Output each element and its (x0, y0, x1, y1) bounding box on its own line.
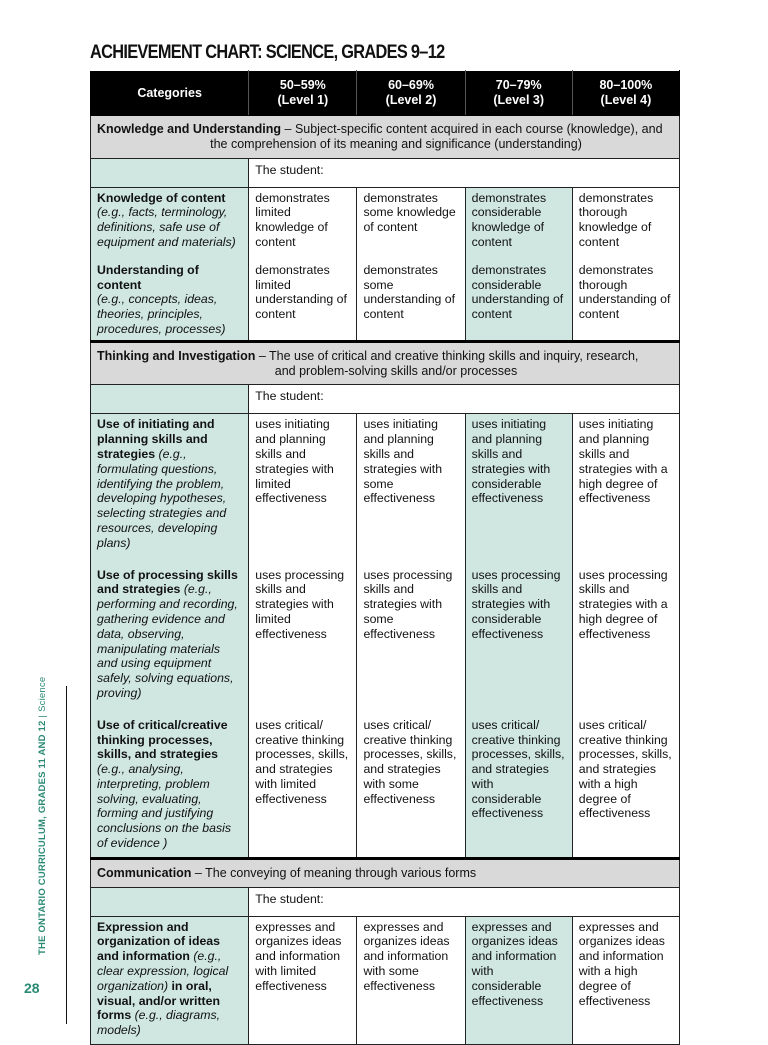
level-1-cell: demonstrates limited knowledge of content (249, 187, 357, 253)
level-2-cell: uses critical/ creative thinking processes, skills, and strategies with some effectiveness (357, 704, 465, 859)
header-categories: Categories (91, 71, 249, 116)
criterion-row (91, 414, 680, 554)
header-level-3: 70–79% (Level 3) (465, 71, 572, 116)
page-number: 28 (24, 980, 40, 996)
section-heading-thinking (91, 341, 680, 385)
header-level-2: 60–69% (Level 2) (357, 71, 465, 116)
student-label: The student: (249, 158, 680, 187)
level-1-cell: uses critical/ creative thinking processes, skills, and strategies with limited effectiveness (249, 704, 357, 859)
criterion-row (91, 253, 680, 341)
level-4-cell: expresses and organizes ideas and information with a high degree of effectiveness (572, 916, 679, 1044)
level-1-cell: expresses and organizes ideas and information with limited effectiveness (249, 916, 357, 1044)
section-heading-knowledge (91, 116, 680, 159)
level-4-cell: uses critical/ creative thinking processes, skills, and strategies with a high degree of effectiveness (572, 704, 679, 859)
criterion-cell: Understanding of content (e.g., concepts, ideas, theories, principles, procedures, processes) (91, 253, 249, 341)
section-description: – Subject-specific content acquired in each course (knowledge), and (281, 122, 663, 136)
level-2-cell: uses processing skills and strategies with some effectiveness (357, 554, 465, 704)
student-row (91, 385, 680, 414)
criterion-row (91, 916, 680, 1044)
criterion-cell: Use of initiating and planning skills and strategies (e.g., formulating questions, identifying the problem, developing hypotheses, selecting strategies and resources, developing plans) (91, 414, 249, 554)
level-2-cell: demonstrates some knowledge of content (357, 187, 465, 253)
criterion-row (91, 554, 680, 704)
section-description-cont: the comprehension of its meaning and significance (understanding) (210, 136, 582, 151)
level-3-cell: demonstrates considerable understanding of content (465, 253, 572, 341)
header-level-4: 80–100% (Level 4) (572, 71, 679, 116)
level-4-cell: uses processing skills and strategies with a high degree of effectiveness (572, 554, 679, 704)
criterion-cell: Expression and organization of ideas and information (e.g., clear expression, logical organization) in oral, visual, and/or written forms (e.g., diagrams, models) (91, 916, 249, 1044)
student-row (91, 887, 680, 916)
level-1-cell: uses processing skills and strategies with limited effectiveness (249, 554, 357, 704)
section-description: – The use of critical and creative thinking skills and inquiry, research, (255, 348, 639, 363)
level-3-cell: uses critical/ creative thinking processes, skills, and strategies with considerable effectiveness (465, 704, 572, 859)
header-level-1: 50–59% (Level 1) (249, 71, 357, 116)
level-3-cell: expresses and organizes ideas and information with considerable effectiveness (465, 916, 572, 1044)
achievement-chart-table (90, 70, 680, 1045)
level-2-cell: demonstrates some understanding of content (357, 253, 465, 341)
section-heading-communication (91, 858, 680, 887)
student-label: The student: (249, 385, 680, 414)
level-2-cell: uses initiating and planning skills and strategies with some effectiveness (357, 414, 465, 554)
level-4-cell: uses initiating and planning skills and strategies with a high degree of effectiveness (572, 414, 679, 554)
student-label: The student: (249, 887, 680, 916)
level-3-cell: uses initiating and planning skills and strategies with considerable effectiveness (465, 414, 572, 554)
criterion-row (91, 704, 680, 859)
student-row (91, 158, 680, 187)
criterion-row (91, 187, 680, 253)
level-1-cell: demonstrates limited understanding of content (249, 253, 357, 341)
level-3-cell: demonstrates considerable knowledge of content (465, 187, 572, 253)
header-row (91, 71, 680, 116)
level-3-cell: uses processing skills and strategies with considerable effectiveness (465, 554, 572, 704)
level-2-cell: expresses and organizes ideas and information with some effectiveness (357, 916, 465, 1044)
section-name: Knowledge and Understanding (97, 122, 282, 136)
section-description: – The conveying of meaning through various forms (191, 865, 477, 880)
level-4-cell: demonstrates thorough knowledge of content (572, 187, 679, 253)
section-name: Communication (97, 865, 192, 880)
criterion-cell: Use of critical/creative thinking processes, skills, and strategies (e.g., analysing, interpreting, problem solving, evaluating, forming and justifying conclusions on the basis of evidence ) (91, 704, 249, 859)
section-name: Thinking and Investigation (97, 348, 256, 363)
page-title: ACHIEVEMENT CHART: SCIENCE, GRADES 9–12 (90, 42, 445, 63)
running-head: THE ONTARIO CURRICULUM, GRADES 11 AND 12|Science (37, 676, 48, 955)
level-1-cell: uses initiating and planning skills and strategies with limited effectiveness (249, 414, 357, 554)
margin-rule (66, 686, 67, 1024)
section-description-cont: and problem-solving skills and/or processes (274, 363, 518, 378)
criterion-cell: Use of processing skills and strategies (e.g., performing and recording, gathering evidence and data, observing, manipulating materials and using equipment safely, solving equations, proving) (91, 554, 249, 704)
criterion-cell: Knowledge of content (e.g., facts, terminology, definitions, safe use of equipment and materials) (91, 187, 249, 253)
level-4-cell: demonstrates thorough understanding of content (572, 253, 679, 341)
